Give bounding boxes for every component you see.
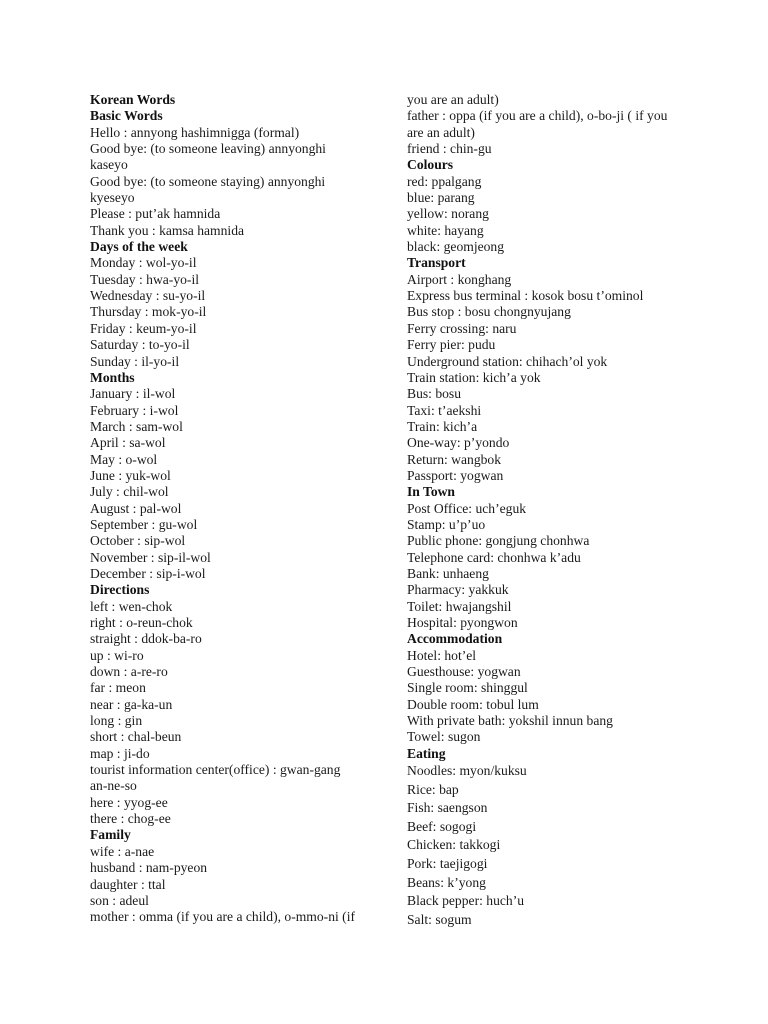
section-heading-in-town: In Town [407,484,455,500]
vocab-entry: August : pal-wol [90,500,182,516]
vocab-entry: father : oppa (if you are a child), o-bo-ji ( if you [407,108,668,124]
vocab-entry: Ferry crossing: naru [407,320,517,336]
vocab-entry: Salt: sogum [407,911,472,927]
vocab-entry: daughter : ttal [90,876,166,892]
vocab-entry: right : o-reun-chok [90,615,193,630]
vocab-entry: Noodles: myon/kuksu [407,763,527,779]
right-column [407,92,707,929]
vocab-entry: Towel: sugon [407,729,481,745]
vocab-entry: Please : put’ak hamnida [90,206,221,222]
section-heading-colours: Colours [407,157,454,173]
vocab-entry: short : chal-beun [90,729,182,745]
vocab-entry: Beans: k’yong [407,874,486,890]
vocab-entry: down : a-re-ro [90,664,168,680]
vocab-entry: Double room: tobul lum [407,696,539,712]
vocab-entry: Taxi: t’aekshi [407,402,482,418]
vocab-entry: Ferry pier: pudu [407,337,496,353]
vocab-entry: Telephone card: chonhwa k’adu [407,549,581,565]
vocab-entry: Bank: unhaeng [407,565,489,581]
vocab-entry: far : meon [90,680,146,696]
vocab-entry: there : chog-ee [90,811,171,827]
vocab-entry: long : gin [90,713,143,729]
section-heading-korean-words: Korean Words [90,92,176,107]
vocab-entry: Passport: yogwan [407,467,504,483]
vocab-entry: Wednesday : su-yo-il [90,288,206,304]
vocab-entry: kaseyo [90,157,128,173]
left-column [90,92,390,926]
vocab-entry: Hello : annyong hashimnigga (formal) [90,124,300,140]
vocab-entry: Black pepper: huch’u [407,893,525,909]
vocab-entry: Monday : wol-yo-il [90,255,197,271]
vocab-entry: friend : chin-gu [407,141,492,157]
vocab-entry: map : ji-do [90,745,150,761]
vocab-entry: Beef: sogogi [407,818,477,834]
vocab-entry: March : sam-wol [90,418,183,434]
vocab-entry: September : gu-wol [90,516,198,532]
vocab-entry: here : yyog-ee [90,794,168,810]
vocab-entry: Hospital: pyongwon [407,615,518,630]
vocab-entry: blue: parang [407,190,475,206]
vocab-entry: Tuesday : hwa-yo-il [90,271,199,287]
vocab-entry: Post Office: uch’eguk [407,500,527,516]
vocab-entry: white: hayang [407,222,484,238]
vocab-entry: black: geomjeong [407,239,505,255]
vocab-entry: Thank you : kamsa hamnida [90,222,245,238]
section-heading-eating: Eating [407,745,446,761]
vocab-entry: wife : a-nae [90,843,155,859]
vocab-entry: Return: wangbok [407,451,502,467]
vocab-entry: left : wen-chok [90,598,173,614]
vocab-entry: Sunday : il-yo-il [90,353,180,369]
vocab-entry: Friday : keum-yo-il [90,320,197,336]
vocab-entry: Thursday : mok-yo-il [90,304,207,320]
vocab-entry: July : chil-wol [90,484,169,500]
vocab-entry: Train: kich’a [407,418,478,434]
vocab-entry: Public phone: gongjung chonhwa [407,533,590,549]
vocab-entry: With private bath: yokshil innun bang [407,713,613,729]
vocab-entry: Single room: shinggul [407,680,528,696]
vocab-entry: yellow: norang [407,206,489,222]
vocab-entry: Rice: bap [407,781,459,797]
vocab-entry: October : sip-wol [90,533,186,549]
vocab-entry: April : sa-wol [90,435,166,451]
vocab-entry: kyeseyo [90,190,135,206]
vocab-entry: Saturday : to-yo-il [90,337,190,353]
vocab-entry: Hotel: hot’el [407,647,477,663]
vocab-entry: Good bye: (to someone staying) annyonghi [90,173,326,189]
vocab-entry: are an adult) [407,124,475,140]
vocab-entry: Bus stop : bosu chongnyujang [407,304,571,320]
vocab-entry: straight : ddok-ba-ro [90,631,202,647]
vocab-entry: Express bus terminal : kosok bosu t’ominol [407,288,644,304]
vocab-entry: red: ppalgang [407,173,482,189]
section-heading-transport: Transport [407,255,466,271]
section-heading-family: Family [90,827,131,843]
vocab-entry: husband : nam-pyeon [90,860,208,876]
vocab-entry: Guesthouse: yogwan [407,664,521,680]
vocab-entry: Chicken: takkogi [407,837,501,853]
vocab-entry: One-way: p’yondo [407,435,510,451]
vocab-entry: Good bye: (to someone leaving) annyonghi [90,141,326,157]
vocab-entry: an-ne-so [90,778,137,794]
section-heading-days-of-the-week: Days of the week [90,239,188,255]
vocab-entry: Toilet: hwajangshil [407,598,512,614]
vocab-entry: Bus: bosu [407,386,462,402]
vocab-entry: son : adeul [90,892,149,908]
section-heading-months: Months [90,369,135,385]
vocab-entry: Pharmacy: yakkuk [407,582,509,598]
vocab-entry: December : sip-i-wol [90,565,206,581]
vocab-entry: up : wi-ro [90,647,144,663]
vocab-entry: Pork: taejigogi [407,856,488,872]
vocab-entry: Fish: saengson [407,800,488,816]
vocab-entry: near : ga-ka-un [90,696,173,712]
vocab-entry: June : yuk-wol [90,467,171,483]
vocab-entry: Stamp: u’p’uo [407,516,486,532]
vocab-entry: January : il-wol [90,386,176,402]
vocab-entry: mother : omma (if you are a child), o-mmo-ni (if [90,909,355,925]
vocab-entry: February : i-wol [90,402,179,418]
vocab-entry: Train station: kich’a yok [407,369,541,385]
vocab-entry: you are an adult) [407,92,499,107]
vocab-entry: November : sip-il-wol [90,549,211,565]
vocab-entry: Underground station: chihach’ol yok [407,353,608,369]
section-heading-basic-words: Basic Words [90,108,163,124]
vocab-entry: Airport : konghang [407,271,512,287]
section-heading-directions: Directions [90,582,150,598]
eating-list [407,762,707,929]
vocab-entry: tourist information center(office) : gwan-gang [90,762,341,778]
section-heading-accommodation: Accommodation [407,631,503,647]
vocab-entry: May : o-wol [90,451,158,467]
